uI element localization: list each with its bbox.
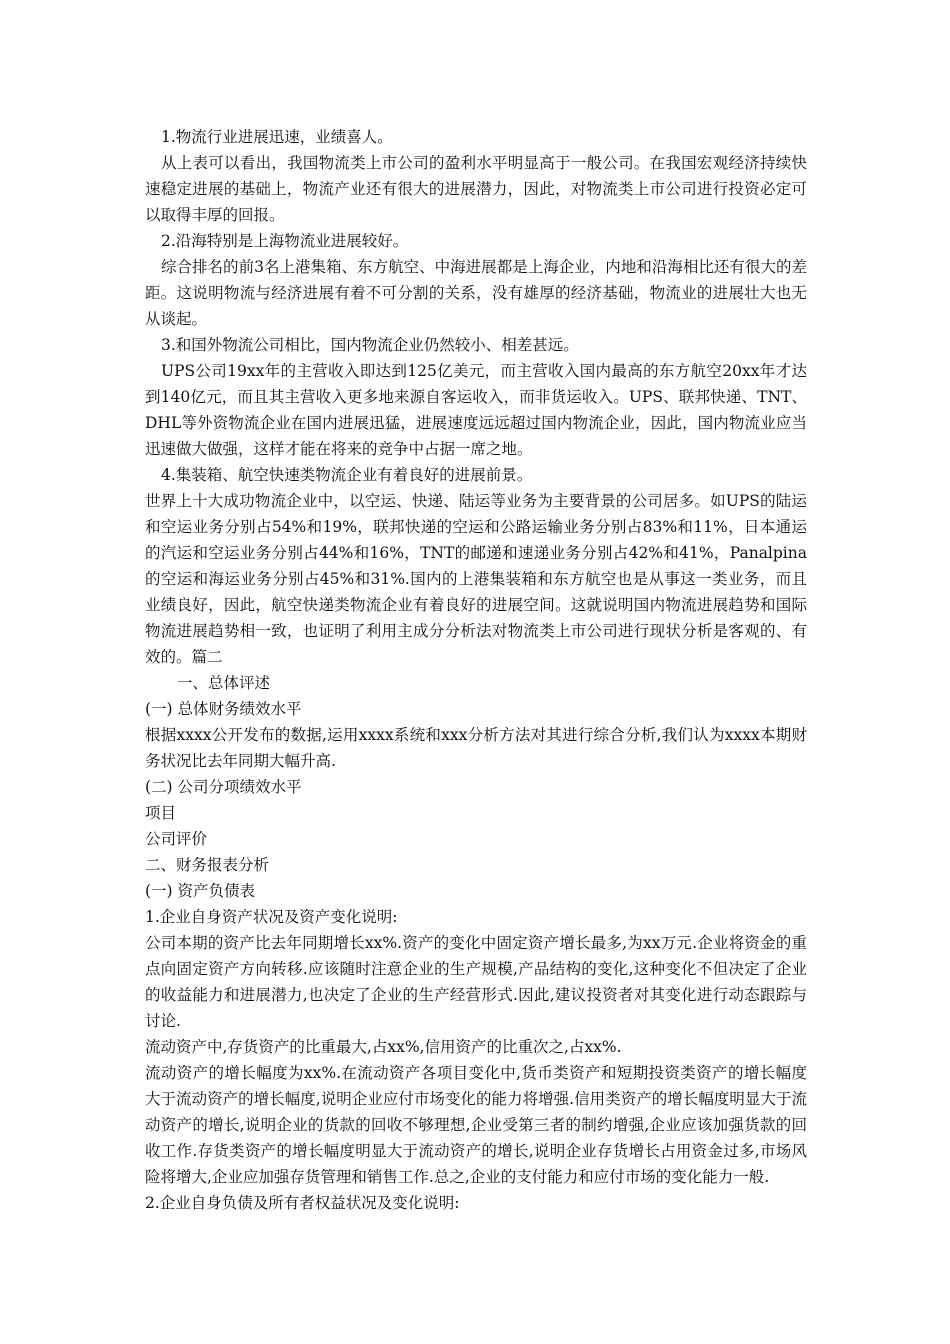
paragraph: 根据xxxx公开发布的数据,运用xxxx系统和xxx分析方法对其进行综合分析,我们认为xxxx本期财务状况比去年同期大幅升高. xyxy=(145,726,807,770)
paragraph: 2.沿海特别是上海物流业进展较好。 xyxy=(161,232,409,250)
paragraph: 二、财务报表分析 xyxy=(145,856,270,874)
paragraph: (一) 总体财务绩效水平 xyxy=(145,700,302,718)
paragraph: (一) 资产负债表 xyxy=(145,882,256,900)
paragraph: 项目 xyxy=(145,804,177,822)
paragraph: 流动资产的增长幅度为xx%.在流动资产各项目变化中,货币类资产和短期投资类资产的增长幅度大于流动资产的增长幅度,说明企业应付市场变化的能力将增强.信用类资产的增长幅度明显大于流动资产的增长,说明企业的货款的回收不够理想,企业受第三者的制约增强,企业应该加强货款的回收工作.存货类资产的增长幅度明显大于流动资产的增长,说明企业存货增长占用资金过多,市场风险将增大,企业应加强存货管理和销售工作.总之,企业的支付能力和应付市场的变化能力一般. xyxy=(145,1064,807,1186)
paragraph: 从上表可以看出，我国物流类上市公司的盈利水平明显高于一般公司。在我国宏观经济持续快速稳定进展的基础上，物流产业还有很大的进展潜力，因此，对物流类上市公司进行投资必定可以取得丰厚的回报。 xyxy=(145,154,807,224)
paragraph: 1.物流行业进展迅速，业绩喜人。 xyxy=(161,128,393,146)
paragraph: 1.企业自身资产状况及资产变化说明: xyxy=(145,908,398,926)
paragraph: 世界上十大成功物流企业中，以空运、快递、陆运等业务为主要背景的公司居多。如UPS的陆运和空运业务分别占54%和19%，联邦快递的空运和公路运输业务分别占83%和11%，日本通运的汽运和空运业务分别占44%和16%，TNT的邮递和速递业务分别占42%和41%，Panalpina的空运和海运业务分别占45%和31%.国内的上港集装箱和东方航空也是从事这一类业务，而且业绩良好，因此，航空快递类物流企业有着良好的进展空间。这就说明国内物流进展趋势和国际物流进展趋势相一致，也证明了利用主成分分析法对物流类上市公司进行现状分析是客观的、有效的。篇二 xyxy=(145,492,807,666)
paragraph: (二) 公司分项绩效水平 xyxy=(145,778,302,796)
paragraph: 3.和国外物流公司相比，国内物流企业仍然较小、相差甚远。 xyxy=(161,336,579,354)
document-body xyxy=(145,124,807,1216)
paragraph: UPS公司19xx年的主营收入即达到125亿美元，而主营收入国内最高的东方航空20xx年才达到140亿元，而且其主营收入更多地来源自客运收入，而非货运收入。UPS、联邦快递、TNT、DHL等外资物流企业在国内进展迅猛，进展速度远远超过国内物流企业，因此，国内物流业应当迅速做大做强，这样才能在将来的竞争中占据一席之地。 xyxy=(145,362,807,458)
paragraph: 2.企业自身负债及所有者权益状况及变化说明: xyxy=(145,1194,460,1212)
paragraph: 流动资产中,存货资产的比重最大,占xx%,信用资产的比重次之,占xx%. xyxy=(145,1038,622,1056)
paragraph: 一、总体评述 xyxy=(177,674,271,692)
paragraph: 公司本期的资产比去年同期增长xx%.资产的变化中固定资产增长最多,为xx万元.企业将资金的重点向固定资产方向转移.应该随时注意企业的生产规模,产品结构的变化,这种变化不但决定了企业的收益能力和进展潜力,也决定了企业的生产经营形式.因此,建议投资者对其变化进行动态跟踪与讨论. xyxy=(145,934,807,1030)
paragraph: 4.集装箱、航空快速类物流企业有着良好的进展前景。 xyxy=(161,466,533,484)
paragraph: 公司评价 xyxy=(145,830,208,848)
paragraph: 综合排名的前3名上港集箱、东方航空、中海进展都是上海企业，内地和沿海相比还有很大的差距。这说明物流与经济进展有着不可分割的关系，没有雄厚的经济基础，物流业的进展壮大也无从谈起。 xyxy=(145,258,807,328)
